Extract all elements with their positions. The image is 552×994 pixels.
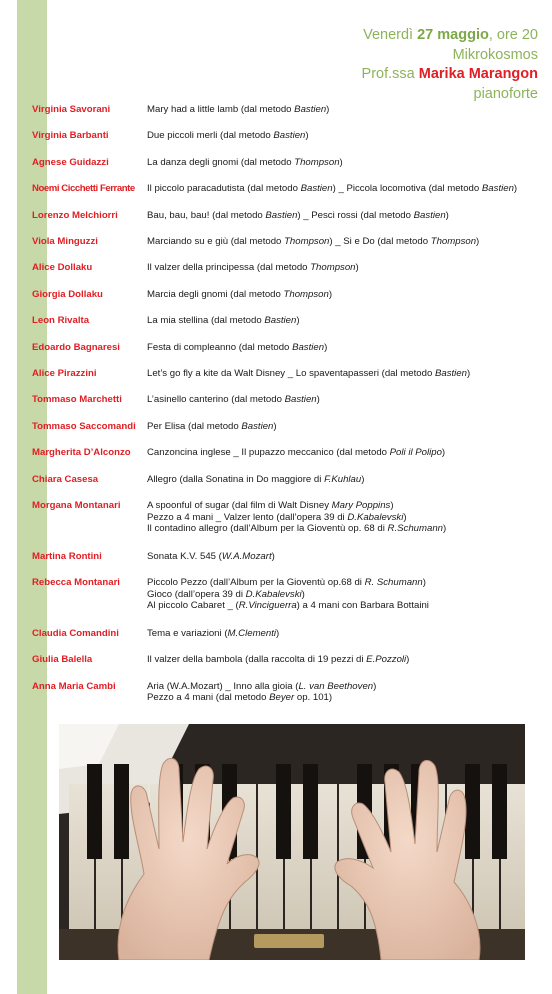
performer-name: Chiara Casesa xyxy=(32,473,99,485)
piece-text-segment: Il piccolo paracadutista (dal metodo xyxy=(147,183,301,195)
piece-text-segment: ) xyxy=(406,654,410,666)
piece-title xyxy=(147,654,409,666)
black-key xyxy=(114,764,129,859)
piece-title xyxy=(147,210,449,222)
piece-composer-segment: Thompson xyxy=(284,236,330,247)
piece-text-segment: ) _ Si e Do (dal metodo xyxy=(329,236,431,247)
piece-title xyxy=(147,577,429,612)
performer-name: Alice Pirazzini xyxy=(32,368,97,379)
piece-composer-segment: Bastien xyxy=(300,183,333,195)
piece-line xyxy=(147,600,429,612)
piece-text-segment: Il valzer della bambola (dalla raccolta di 19 pezzi di xyxy=(147,654,367,666)
piece-line xyxy=(147,210,449,222)
date-bold: 27 maggio xyxy=(417,27,489,43)
piece-composer-segment: Thompson xyxy=(310,262,356,274)
piece-title xyxy=(147,447,445,459)
black-key xyxy=(465,764,480,859)
piece-line xyxy=(147,551,275,563)
piece-text-segment: Due piccoli merli (dal metodo xyxy=(147,130,274,142)
piece-text-segment: ) xyxy=(326,104,330,115)
piece-title xyxy=(147,157,343,169)
piece-text-segment: ) _ Piccola locomotiva (dal metodo xyxy=(332,183,482,195)
piece-text-segment: ) a 4 mani con Barbara Bottaini xyxy=(296,600,429,612)
piece-text-segment: Per Elisa (dal metodo xyxy=(147,420,242,432)
piece-text-segment: ) xyxy=(443,523,447,535)
piece-text-segment: Pezzo a 4 mani (dal metodo xyxy=(147,692,270,704)
performer-name: Edoardo Bagnaresi xyxy=(32,341,120,353)
piece-line xyxy=(147,447,445,459)
piece-title xyxy=(147,628,279,640)
piece-text-segment: Canzoncina inglese _ Il pupazzo meccanico (dal metodo xyxy=(147,447,390,459)
event-title: Mikrokosmos xyxy=(452,46,538,63)
piece-composer-segment: Bastien xyxy=(273,130,306,142)
piece-text-segment: Aria (W.A.Mozart) _ Inno alla gioia ( xyxy=(147,680,299,692)
piece-title xyxy=(147,183,517,195)
piece-text-segment: ) xyxy=(301,588,305,600)
piece-title xyxy=(147,104,329,116)
piece-text-segment: ) xyxy=(316,394,320,406)
piece-text-segment: ) xyxy=(273,420,277,432)
piece-text-segment: L’asinello canterino (dal metodo xyxy=(147,394,285,406)
performer-name: Tommaso Saccomandi xyxy=(32,420,136,432)
piece-title xyxy=(147,315,300,327)
piece-composer-segment: R. Schumann xyxy=(364,577,423,589)
piece-composer-segment: Thompson xyxy=(283,288,329,300)
piece-line xyxy=(147,628,279,640)
performer-name: Rebecca Montanari xyxy=(32,577,120,589)
piece-text-segment: La danza degli gnomi (dal metodo xyxy=(147,156,295,168)
performer-name: Viola Minguzzi xyxy=(32,236,98,247)
piece-title xyxy=(147,681,376,704)
performer-name: Morgana Montanari xyxy=(32,500,121,511)
piece-composer-segment: Bastien xyxy=(265,209,298,221)
piece-title xyxy=(147,262,359,274)
piece-composer-segment: Bastien xyxy=(481,183,514,195)
piece-line xyxy=(147,342,327,354)
piece-title xyxy=(147,368,470,380)
performer-name: Martina Rontini xyxy=(32,550,102,562)
piece-composer-segment: E.Pozzoli xyxy=(366,654,407,666)
piece-text-segment: ) xyxy=(445,209,449,221)
performer-name: Giulia Balella xyxy=(32,654,93,666)
piece-text-segment: Al piccolo Cabaret _ ( xyxy=(147,600,239,612)
piano-hands-photo xyxy=(59,724,525,960)
piece-text-segment: ) xyxy=(513,183,518,195)
piece-text-segment: Mary had a little lamb (dal metodo xyxy=(147,104,295,115)
piece-text-segment: Bau, bau, bau! (dal metodo xyxy=(147,209,266,221)
piece-text-segment: ) xyxy=(296,315,300,327)
performer-name: Virginia Savorani xyxy=(32,104,111,115)
piece-composer-segment: Bastien xyxy=(294,104,327,115)
piece-composer-segment: Bastien xyxy=(413,209,446,221)
performer-name: Leon Rivalta xyxy=(32,315,90,327)
piece-title xyxy=(147,474,364,486)
piece-text-segment: A spoonful of sugar (dal film di Walt Disney xyxy=(147,500,332,511)
performer-name: Anna Maria Cambi xyxy=(32,680,116,692)
piece-title xyxy=(147,551,275,563)
piece-composer-segment: L. van Beethoven xyxy=(298,680,374,692)
black-key xyxy=(492,764,507,859)
piece-line xyxy=(147,500,446,512)
piece-text-segment: Tema e variazioni ( xyxy=(147,628,228,639)
piece-composer-segment: F.Kuhlau xyxy=(324,473,362,485)
piano-photo-illustration xyxy=(59,724,525,960)
piece-text-segment: ) xyxy=(373,680,377,692)
piece-text-segment: Il valzer della principessa (dal metodo xyxy=(147,262,311,274)
piece-composer-segment: Bastien xyxy=(292,341,325,353)
piece-composer-segment: Thompson xyxy=(294,156,340,168)
piece-text-segment: ) xyxy=(305,130,309,142)
piece-text-segment: ) xyxy=(441,447,446,459)
piece-composer-segment: Bastien xyxy=(241,420,274,432)
piece-text-segment: ) xyxy=(361,473,365,485)
piece-text-segment: ) xyxy=(390,500,394,511)
piece-composer-segment: Thompson xyxy=(430,236,477,247)
piece-line xyxy=(147,315,300,327)
piece-line xyxy=(147,368,470,380)
piece-title xyxy=(147,342,327,354)
piece-line xyxy=(147,104,329,116)
performer-name: Claudia Comandini xyxy=(32,628,119,639)
piece-line xyxy=(147,681,376,693)
date-suffix: , ore 20 xyxy=(488,27,538,43)
piece-text-segment: La mia stellina (dal metodo xyxy=(147,315,265,327)
piece-title xyxy=(147,236,479,248)
piece-text-segment: ) xyxy=(339,156,343,168)
teacher-name: Marika Marangon xyxy=(418,66,538,82)
piece-line xyxy=(147,654,409,666)
piece-composer-segment: R.Schumann xyxy=(387,523,443,535)
piece-text-segment: Festa di compleanno (dal metodo xyxy=(147,341,293,353)
piece-text-segment: Sonata K.V. 545 ( xyxy=(147,550,222,562)
piece-composer-segment: D.Kabalevski xyxy=(245,588,302,600)
piece-title xyxy=(147,500,446,535)
piece-text-segment: Marciando su e giù (dal metodo xyxy=(147,236,285,247)
piece-title xyxy=(147,394,320,406)
piece-line xyxy=(147,130,309,142)
piece-composer-segment: W.A.Mozart xyxy=(221,550,272,562)
piece-text-segment: ) xyxy=(324,341,328,353)
decorative-side-band xyxy=(17,0,47,994)
piece-text-segment: ) xyxy=(355,262,359,274)
piece-composer-segment: Bastien xyxy=(434,368,467,379)
piece-text-segment: Let’s go fly a kite da Walt Disney _ Lo spaventapasseri (dal metodo xyxy=(147,368,435,379)
piece-line xyxy=(147,183,517,195)
piece-text-segment: ) xyxy=(276,628,280,639)
piece-text-segment: ) xyxy=(466,368,471,379)
teacher-prefix: Prof.ssa xyxy=(361,66,419,82)
performer-name: Giorgia Dollaku xyxy=(32,288,103,300)
performer-name: Virginia Barbanti xyxy=(32,130,109,142)
piece-text-segment: ) xyxy=(328,288,333,300)
performer-name: Noemi Cicchetti Ferrante xyxy=(32,183,135,195)
piece-text-segment: Allegro (dalla Sonatina in Do maggiore di xyxy=(147,473,325,485)
piece-line xyxy=(147,394,320,406)
black-key xyxy=(87,764,102,859)
piece-title xyxy=(147,130,309,142)
piece-text-segment: Marcia degli gnomi (dal metodo xyxy=(147,288,284,300)
piece-text-segment: ) xyxy=(422,577,426,589)
instrument: pianoforte xyxy=(473,85,538,102)
event-date xyxy=(362,26,538,46)
piece-line xyxy=(147,692,376,704)
performer-name: Margherita D’Alconzo xyxy=(32,447,131,459)
piece-text-segment: Pezzo a 4 mani _ Valzer lento (dall’opera 39 di xyxy=(147,511,348,523)
piece-title xyxy=(147,289,332,301)
piece-composer-segment: Bastien xyxy=(284,394,317,406)
piece-text-segment: op. 101) xyxy=(294,692,333,704)
performer-name: Lorenzo Melchiorri xyxy=(32,209,118,221)
piece-text-segment: ) _ Pesci rossi (dal metodo xyxy=(297,209,414,221)
piece-line xyxy=(147,512,446,524)
piece-composer-segment: M.Clementi xyxy=(227,628,277,639)
piece-line xyxy=(147,289,332,301)
piece-title xyxy=(147,421,277,433)
piece-text-segment: ) xyxy=(271,550,275,562)
teacher-line xyxy=(362,65,538,85)
piece-text-segment: Piccolo Pezzo (dall’Album per la Gioventù op.68 di xyxy=(147,577,365,589)
piece-line xyxy=(147,421,277,433)
black-key xyxy=(303,764,318,859)
piece-composer-segment: D.Kabalevski xyxy=(347,511,404,523)
piece-text-segment: ) xyxy=(476,236,480,247)
piece-line xyxy=(147,236,479,248)
piece-line xyxy=(147,523,446,535)
black-key xyxy=(276,764,291,859)
piece-line xyxy=(147,262,359,274)
piece-composer-segment: Poli il Polipo xyxy=(389,447,442,459)
piece-text-segment: Gioco (dall’opera 39 di xyxy=(147,588,246,600)
piece-text-segment: ) xyxy=(403,511,407,523)
piece-text-segment: Il contadino allegro (dall’Album per la Gioventù op. 68 di xyxy=(147,523,388,535)
performer-name: Alice Dollaku xyxy=(32,262,93,274)
performer-name: Agnese Guidazzi xyxy=(32,156,109,168)
piece-line xyxy=(147,589,429,601)
event-header xyxy=(362,26,538,104)
piece-composer-segment: R.Vinciguerra xyxy=(238,600,297,612)
piece-line xyxy=(147,577,429,589)
piece-composer-segment: Beyer xyxy=(269,692,295,704)
piece-line xyxy=(147,474,364,486)
piece-composer-segment: Mary Poppins xyxy=(331,500,391,511)
piece-line xyxy=(147,157,343,169)
date-prefix: Venerdì xyxy=(363,27,418,43)
piece-composer-segment: Bastien xyxy=(264,315,297,327)
performer-name: Tommaso Marchetti xyxy=(32,394,122,406)
